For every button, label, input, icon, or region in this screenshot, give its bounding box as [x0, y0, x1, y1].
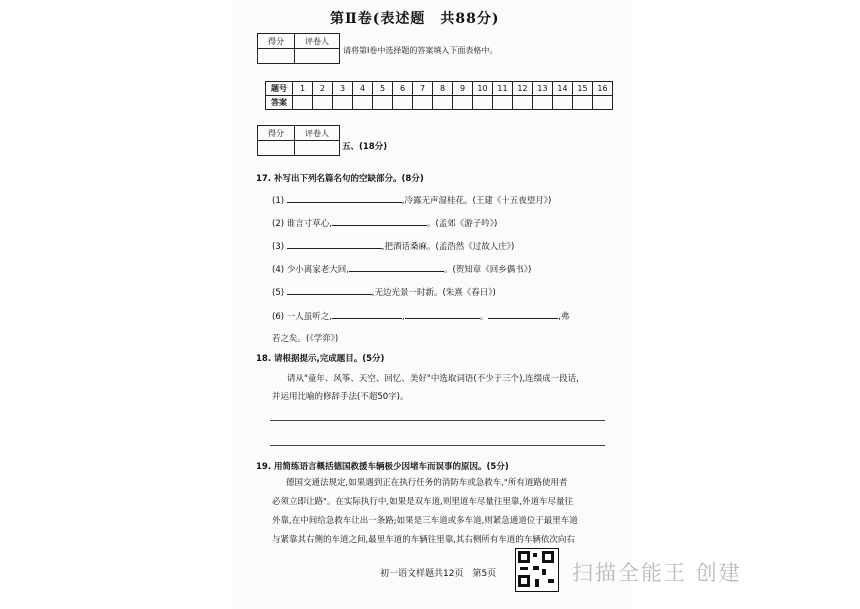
fill-blank[interactable] [332, 310, 402, 319]
fill-blank[interactable] [287, 240, 382, 249]
item-number: (1) [272, 196, 285, 206]
question-17-title: 17. 补写出下列名篇名句的空缺部分。(8分) [256, 174, 424, 184]
answer-cell[interactable] [573, 96, 593, 110]
answer-table-number-label: 题号 [266, 82, 293, 96]
question-number-cell: 6 [393, 82, 413, 96]
answer-cell[interactable] [333, 96, 353, 110]
answer-table [265, 81, 613, 110]
score-label: 得分 [258, 34, 295, 49]
score-cell [258, 49, 295, 64]
q19-passage [272, 474, 612, 550]
item-number: (2) [272, 219, 285, 229]
answer-cell[interactable] [313, 96, 333, 110]
item-text: 少小离家老大回, [286, 265, 349, 275]
question-number-cell: 4 [353, 82, 373, 96]
answer-line-2[interactable] [270, 445, 605, 446]
question-19-title: 19. 用简练语言概括德国救援车辆极少因堵车而误事的原因。(5分) [256, 462, 509, 472]
item-text: 。 [479, 312, 489, 322]
item-text: 。(贺知章《回乡偶书》) [443, 265, 532, 275]
question-number-cell: 1 [293, 82, 313, 96]
passage-line: 外靠,在中间给急救车让出一条路;如果是三车道或多车道,则紧急通道位于最里车道 [272, 516, 578, 526]
item-text: ,把酒话桑麻。(孟浩然《过故人庄》) [381, 242, 515, 252]
question-number-cell: 14 [553, 82, 573, 96]
q17-item-3 [272, 240, 514, 252]
question-number-cell: 10 [473, 82, 493, 96]
answer-line-1[interactable] [270, 420, 605, 421]
question-number-cell: 9 [453, 82, 473, 96]
q17-item-1 [272, 194, 551, 206]
answer-cell[interactable] [473, 96, 493, 110]
answer-cell[interactable] [513, 96, 533, 110]
question-number-cell: 7 [413, 82, 433, 96]
answer-table-answer-label: 答案 [266, 96, 293, 110]
answer-cell[interactable] [293, 96, 313, 110]
score-box-2 [257, 125, 340, 156]
section-5-label: 五、(18分) [342, 142, 388, 152]
answer-cell[interactable] [353, 96, 373, 110]
question-number-cell: 15 [573, 82, 593, 96]
question-18-title: 18. 请根据提示,完成题目。(5分) [256, 354, 385, 364]
fill-blank[interactable] [332, 217, 427, 226]
question-number-cell: 3 [333, 82, 353, 96]
question-number-cell: 12 [513, 82, 533, 96]
page-footer: 初一语文样题共12页 第5页 [380, 569, 497, 579]
q17-item-6 [272, 310, 569, 322]
answer-cell[interactable] [533, 96, 553, 110]
question-number-cell: 2 [313, 82, 333, 96]
score-label: 得分 [258, 126, 295, 141]
answer-cell[interactable] [373, 96, 393, 110]
q18-prompt-line-2: 并运用比喻的修辞手法(不超50字)。 [272, 392, 409, 402]
answer-cell[interactable] [393, 96, 413, 110]
grader-cell [295, 141, 340, 156]
question-number-cell: 5 [373, 82, 393, 96]
item-text: , [401, 312, 405, 322]
item-text: 。(孟郊《游子吟》) [426, 219, 498, 229]
fill-blank[interactable] [488, 310, 558, 319]
passage-line: 与紧靠其右侧的车道之间,最里车道的车辆往里靠,其右侧所有车道的车辆依次向右 [272, 535, 575, 545]
q17-item-2 [272, 217, 497, 229]
answer-cell[interactable] [433, 96, 453, 110]
q17-item-6-continuation: 若之矣。(《学弈》) [272, 334, 339, 344]
answer-cell[interactable] [553, 96, 573, 110]
answer-cell[interactable] [413, 96, 433, 110]
question-number-cell: 11 [493, 82, 513, 96]
grader-label: 评卷人 [295, 34, 340, 49]
fill-blank[interactable] [405, 310, 480, 319]
question-number-cell: 16 [593, 82, 613, 96]
passage-line: 必须立即让路"。在实际执行中,如果是双车道,则里道车尽量往里靠,外道车尽量往 [272, 497, 574, 507]
q17-item-5 [272, 286, 496, 298]
question-number-cell: 13 [533, 82, 553, 96]
answer-cell[interactable] [453, 96, 473, 110]
question-number-cell: 8 [433, 82, 453, 96]
grader-cell [295, 49, 340, 64]
passage-line: 德国交通法规定,如果遇到正在执行任务的消防车或急救车,"所有道路使用者 [286, 478, 568, 488]
qr-code-icon [515, 548, 559, 592]
item-text: ,弗 [558, 312, 570, 322]
answer-cell[interactable] [493, 96, 513, 110]
fill-blank[interactable] [287, 194, 402, 203]
score-cell [258, 141, 295, 156]
instruction-text: 请将第Ⅰ卷中选择题的答案填入下面表格中。 [343, 46, 498, 55]
item-number: (6) [272, 312, 285, 322]
scanner-brand-watermark: 扫描全能王 创建 [572, 561, 742, 585]
item-number: (5) [272, 288, 285, 298]
item-text: ,无边光景一时新。(朱熹《春日》) [371, 288, 496, 298]
score-box-1 [257, 33, 340, 64]
fill-blank[interactable] [287, 286, 372, 295]
q18-prompt-line-1: 请从"童年、风筝、天空、回忆、美好"中选取词语(不少于三个),连缀成一段话, [287, 374, 579, 384]
item-number: (4) [272, 265, 285, 275]
item-text: 一人虽听之, [286, 312, 332, 322]
section-title: 第Ⅱ卷(表述题 共88分) [330, 11, 500, 27]
grader-label: 评卷人 [295, 126, 340, 141]
item-text: 谁言寸草心, [286, 219, 332, 229]
answer-cell[interactable] [593, 96, 613, 110]
item-number: (3) [272, 242, 285, 252]
item-text: ,冷露无声湿桂花。(王建《十五夜望月》) [401, 196, 552, 206]
fill-blank[interactable] [349, 263, 444, 272]
q17-item-4 [272, 263, 531, 275]
